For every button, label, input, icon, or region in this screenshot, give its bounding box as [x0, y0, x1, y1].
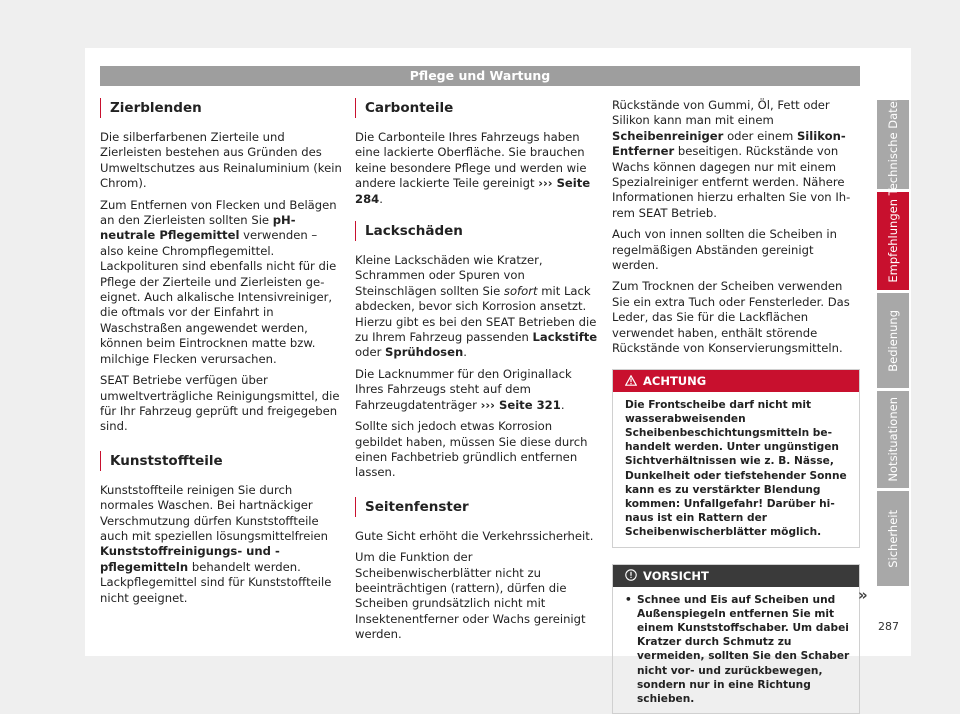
paragraph: Die silberfarbenen Zierteile und Zierleisten bestehen aus Gründen des Umweltschutzes aus Reinaluminium (kein Chrom). [100, 130, 342, 191]
warning-box [612, 369, 860, 548]
section-title-carbonteile: Carbonteile [355, 98, 598, 118]
text: Kunststoffteile reinigen Sie durch normales Waschen. Bei hartnäckiger Verschmutzung dürfen Kunststoffteile auch mit speziellen lösungsmittelfreien [100, 482, 329, 543]
paragraph: Auch von innen sollten die Scheiben in regelmäßigen Abständen gereinigt werden. [612, 227, 837, 273]
tab-technische-daten[interactable] [877, 93, 909, 196]
caution-box-header [613, 565, 859, 587]
page-number: 287 [878, 620, 899, 633]
text: behandelt werden. Lackpflegemittel sind für Kunststoffteile nicht geeignet. [100, 559, 332, 605]
text: . [463, 345, 467, 360]
tab-label: Technische Daten [886, 93, 900, 196]
page-reference-link[interactable]: ››› Seite 284 [355, 176, 591, 206]
warning-box-header [613, 370, 859, 392]
tab-empfehlungen[interactable] [877, 192, 909, 290]
tab-label: Sicherheit [886, 509, 900, 568]
bold-text: Kunststoffreinigungs- und -pflegemitteln [100, 544, 280, 574]
text: Kleine Lackschäden wie Kratzer, Schrammen oder Spuren von Steinschlägen sollten Sie [355, 253, 543, 298]
bold-text: Lackstifte [532, 330, 598, 345]
warning-text: Die Frontscheibe darf nicht mit wasserabweisenden Scheibenbeschichtungsmitteln behandelt werden. Unter ungünstigen Sichtverhältnissen wie z. B. Nässe, Dunkelheit oder tiefstehender Sonne kann es zu verstärkter Blendung kommen: Unfallgefahr! Darüber hinaus ist ein Rattern der Scheibenwischerblätter möglich. [625, 398, 847, 539]
caution-title: VORSICHT [643, 568, 709, 583]
warning-title: ACHTUNG [643, 373, 707, 388]
page-header: Pflege und Wartung [100, 66, 860, 86]
tab-sicherheit[interactable] [877, 491, 909, 586]
tab-label: Notsituationen [886, 397, 900, 482]
page-reference-link[interactable]: ››› Seite 321 [480, 397, 561, 412]
paragraph [612, 98, 860, 221]
section-title-kunststoffteile: Kunststoffteile [100, 451, 343, 471]
italic-text: sofort [503, 283, 538, 298]
bold-text: Silikon-Entferner [612, 128, 846, 159]
text: oder einem [723, 128, 797, 143]
text: oder [355, 345, 386, 360]
tab-notsituationen[interactable] [877, 391, 909, 488]
warning-triangle-icon [625, 370, 637, 392]
chapter-tabs [877, 93, 909, 589]
tab-bedienung[interactable] [877, 293, 909, 388]
text: . [560, 397, 565, 412]
bullet-marker: • [625, 593, 632, 606]
paragraph: Sollte sich jedoch etwas Korrosion gebildet haben, müssen Sie diese durch einen Fachbetrieb gründlich entfernen lassen. [355, 419, 588, 480]
tab-label: Empfehlungen [886, 199, 900, 283]
bold-text: Sprühdosen [385, 345, 464, 360]
bold-text: pH-neutrale Pflegemittel [100, 213, 296, 243]
caution-box [612, 564, 860, 714]
paragraph [100, 483, 343, 606]
column-middle [355, 98, 598, 649]
column-left [100, 98, 343, 612]
section-title-lackschaeden: Lackschäden [355, 221, 598, 241]
paragraph: Um die Funktion der Scheibenwischerblätter nicht zu beeinträchtigen (rattern), dürfen die Scheiben grundsätzlich nicht mit Insektenentferner oder Wachs gereinigt werden. [355, 550, 586, 642]
text: Die Carbonteile Ihres Fahrzeugs haben eine lackierte Oberfläche. Sie brauchen keine besondere Pflege und werden wie andere lackierte Teile gereinigt [355, 130, 587, 191]
text: Zum Entfernen von Flecken und Belägen an den Zierleisten sollten Sie [100, 197, 337, 228]
text: verwenden – also keine Chrompflegemittel. Lackpolituren sind ebenfalls nicht für die Pflege der Zierteile und Zierleisten geeignet. Auch alkalische Intensivreiniger, die oftmals vor der Einfahrt in Waschstraßen angewendet werden, können beim Eintrocknen matte bzw. milchige Flecken verursachen. [100, 228, 337, 366]
section-title-seitenfenster: Seitenfenster [355, 497, 598, 517]
paragraph: Gute Sicht erhöht die Verkehrssicherheit. [355, 528, 594, 543]
paragraph: SEAT Betriebe verfügen über umweltverträgliche Reinigungsmittel, die für Ihr Fahrzeug geprüft und freigegeben sind. [100, 373, 340, 434]
text: Rückstände von Gummi, Öl, Fett oder Silikon kann man mit einem [612, 98, 830, 128]
caution-bullet-item [613, 587, 859, 714]
text: beseitigen. Rückstände von Wachs können dagegen nur mit einem Spezialreiniger entfernt werden. Nähere Informationen hierzu erhalten Sie von Ihrem SEAT Betrieb. [612, 144, 851, 220]
paragraph [100, 198, 343, 367]
paragraph: Zum Trocknen der Scheiben verwenden Sie ein extra Tuch oder Fensterleder. Das Leder, das Sie für die Lackflächen verwendet haben, enthält störende Rückstände von Konservierungsmitteln. [612, 279, 850, 356]
paragraph [355, 367, 598, 413]
text: Die Lacknummer für den Originallack Ihres Fahrzeugs steht auf dem Fahrzeugdatenträger [355, 366, 572, 412]
text: . [379, 191, 383, 206]
text: mit Lack abdecken, bevor sich Korrosion ansetzt. Hierzu gibt es bei den SEAT Betrieben die zu Ihrem Fahrzeug passenden [355, 283, 597, 345]
column-right [612, 98, 860, 714]
info-circle-icon [625, 565, 637, 587]
bold-text: Scheibenreiniger [612, 128, 724, 143]
paragraph [355, 253, 598, 361]
paragraph [355, 130, 598, 207]
continued-marker: » [858, 586, 868, 604]
section-title-zierblenden: Zierblenden [100, 98, 343, 118]
tab-label: Bedienung [886, 309, 900, 372]
caution-text: Schnee und Eis auf Scheiben und Außenspiegeln entfernen Sie mit einem Kunststoffschaber. Um dabei Kratzer durch Schmutz zu vermeiden, sollten Sie den Schaber nicht vor- und zurückbewegen, sondern nur in eine Richtung schieben. [637, 593, 850, 705]
